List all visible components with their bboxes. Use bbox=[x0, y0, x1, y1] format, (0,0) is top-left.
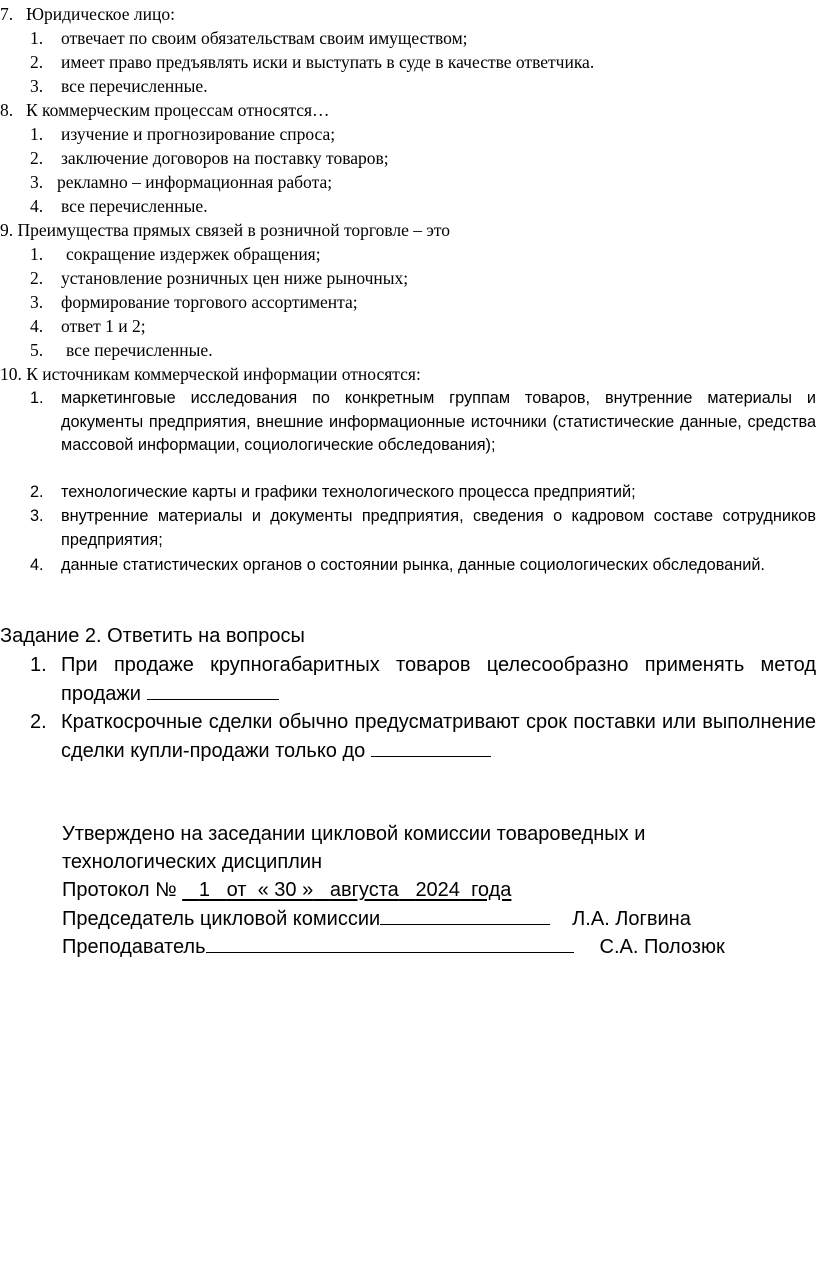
question-7-title bbox=[0, 2, 175, 26]
question-7-option-3 bbox=[30, 74, 816, 98]
question-9-option-5 bbox=[30, 338, 816, 362]
item-number: 2. bbox=[30, 711, 47, 733]
option-text: внутренние материалы и документы предприятия, сведения о кадровом составе сотрудников предприятия; bbox=[61, 507, 816, 549]
option-text: имеет право предъявлять иски и выступать в суде в качестве ответчика. bbox=[61, 52, 595, 72]
option-text: все перечисленные. bbox=[61, 76, 208, 96]
option-text: заключение договоров на поставку товаров; bbox=[61, 148, 389, 168]
option-number: 1. bbox=[30, 124, 44, 144]
protocol-day: « 30 » bbox=[257, 879, 314, 901]
chair-signature-blank bbox=[380, 904, 550, 925]
option-number: 3. bbox=[30, 507, 44, 525]
protocol-from: от bbox=[226, 879, 247, 901]
protocol-line bbox=[62, 876, 511, 904]
item-text: При продаже крупногабаритных товаров целесообразно применять метод продажи bbox=[61, 654, 816, 705]
option-text: технологические карты и графики технологического процесса предприятий; bbox=[61, 483, 636, 501]
option-text: изучение и прогнозирование спроса; bbox=[61, 124, 336, 144]
approval-line-2: технологических дисциплин bbox=[62, 851, 323, 873]
teacher-signature-blank bbox=[206, 932, 574, 953]
item-number: 1. bbox=[30, 654, 47, 676]
teacher-signature-line bbox=[62, 932, 725, 961]
option-number: 4. bbox=[30, 196, 44, 216]
question-number: 10. bbox=[0, 364, 22, 384]
question-9-option-2 bbox=[30, 266, 816, 290]
chair-signature-line bbox=[62, 904, 691, 933]
option-text: рекламно – информационная работа; bbox=[57, 172, 333, 192]
question-7-option-2 bbox=[30, 50, 816, 74]
question-10-option-4 bbox=[30, 554, 816, 578]
question-10-title bbox=[0, 362, 421, 386]
option-text: данные статистических органов о состоянии рынка, данные социологических обследований. bbox=[61, 556, 765, 574]
question-8-option-2 bbox=[30, 146, 816, 170]
approval-line-1: Утверждено на заседании цикловой комиссии товароведных и bbox=[62, 823, 646, 845]
question-number: 9. bbox=[0, 220, 14, 240]
question-10-option-3 bbox=[30, 505, 816, 552]
option-number: 4. bbox=[30, 316, 44, 336]
option-number: 3. bbox=[30, 76, 44, 96]
protocol-label: Протокол № bbox=[62, 879, 177, 901]
answer-blank[interactable] bbox=[371, 736, 491, 757]
option-number: 1. bbox=[30, 28, 44, 48]
task-2-item-1 bbox=[30, 651, 816, 708]
question-9-option-1 bbox=[30, 242, 816, 266]
answer-blank[interactable] bbox=[147, 679, 279, 700]
question-7-option-1 bbox=[30, 26, 816, 50]
protocol-month: августа bbox=[329, 879, 399, 901]
protocol-year: 2024 bbox=[415, 879, 460, 901]
question-8-option-1 bbox=[30, 122, 816, 146]
question-text: Преимущества прямых связей в розничной торговле – это bbox=[17, 220, 451, 240]
option-number: 4. bbox=[30, 556, 44, 574]
option-number: 2. bbox=[30, 148, 44, 168]
teacher-name: С.А. Полозюк bbox=[599, 936, 725, 958]
question-10-option-1 bbox=[30, 387, 816, 458]
question-8-option-4 bbox=[30, 194, 816, 218]
question-9-title bbox=[0, 218, 450, 242]
option-text: ответ 1 и 2; bbox=[61, 316, 146, 336]
task-2-item-2 bbox=[30, 708, 816, 765]
option-text: маркетинговые исследования по конкретным группам товаров, внутренние материалы и документы предприятия, внешние информационные источники (статистические данные, средства массовой информации, социологические обследования); bbox=[61, 389, 816, 454]
question-number: 7. bbox=[0, 4, 14, 24]
question-8-option-3 bbox=[30, 170, 816, 194]
protocol-number: 1 bbox=[198, 879, 210, 901]
chair-name: Л.А. Логвина bbox=[572, 908, 691, 930]
option-text: формирование торгового ассортимента; bbox=[61, 292, 358, 312]
item-text: Краткосрочные сделки обычно предусматривают срок поставки или выполнение сделки купли-продажи только до bbox=[61, 711, 816, 762]
question-9-option-3 bbox=[30, 290, 816, 314]
chair-label: Председатель цикловой комиссии bbox=[62, 908, 381, 930]
option-text: все перечисленные. bbox=[66, 340, 213, 360]
question-10-option-2 bbox=[30, 481, 816, 505]
option-number: 2. bbox=[30, 268, 44, 288]
teacher-label: Преподаватель bbox=[62, 936, 206, 958]
question-number: 8. bbox=[0, 100, 14, 120]
question-8-title bbox=[0, 98, 330, 122]
option-text: установление розничных цен ниже рыночных; bbox=[61, 268, 409, 288]
protocol-details bbox=[182, 879, 511, 901]
option-number: 3. bbox=[30, 172, 44, 192]
option-number: 1. bbox=[30, 244, 44, 264]
option-number: 2. bbox=[30, 483, 44, 501]
question-text: К источникам коммерческой информации относятся: bbox=[26, 364, 421, 384]
option-text: отвечает по своим обязательствам своим имуществом; bbox=[61, 28, 468, 48]
option-number: 5. bbox=[30, 340, 44, 360]
question-9-option-4 bbox=[30, 314, 816, 338]
option-text: сокращение издержек обращения; bbox=[66, 244, 321, 264]
protocol-year-word: года bbox=[471, 879, 512, 901]
option-number: 2. bbox=[30, 52, 44, 72]
question-text: Юридическое лицо: bbox=[26, 4, 175, 24]
option-number: 1. bbox=[30, 389, 44, 407]
task-2-title: Задание 2. Ответить на вопросы bbox=[0, 625, 305, 647]
question-text: К коммерческим процессам относятся… bbox=[26, 100, 330, 120]
option-number: 3. bbox=[30, 292, 44, 312]
option-text: все перечисленные. bbox=[61, 196, 208, 216]
